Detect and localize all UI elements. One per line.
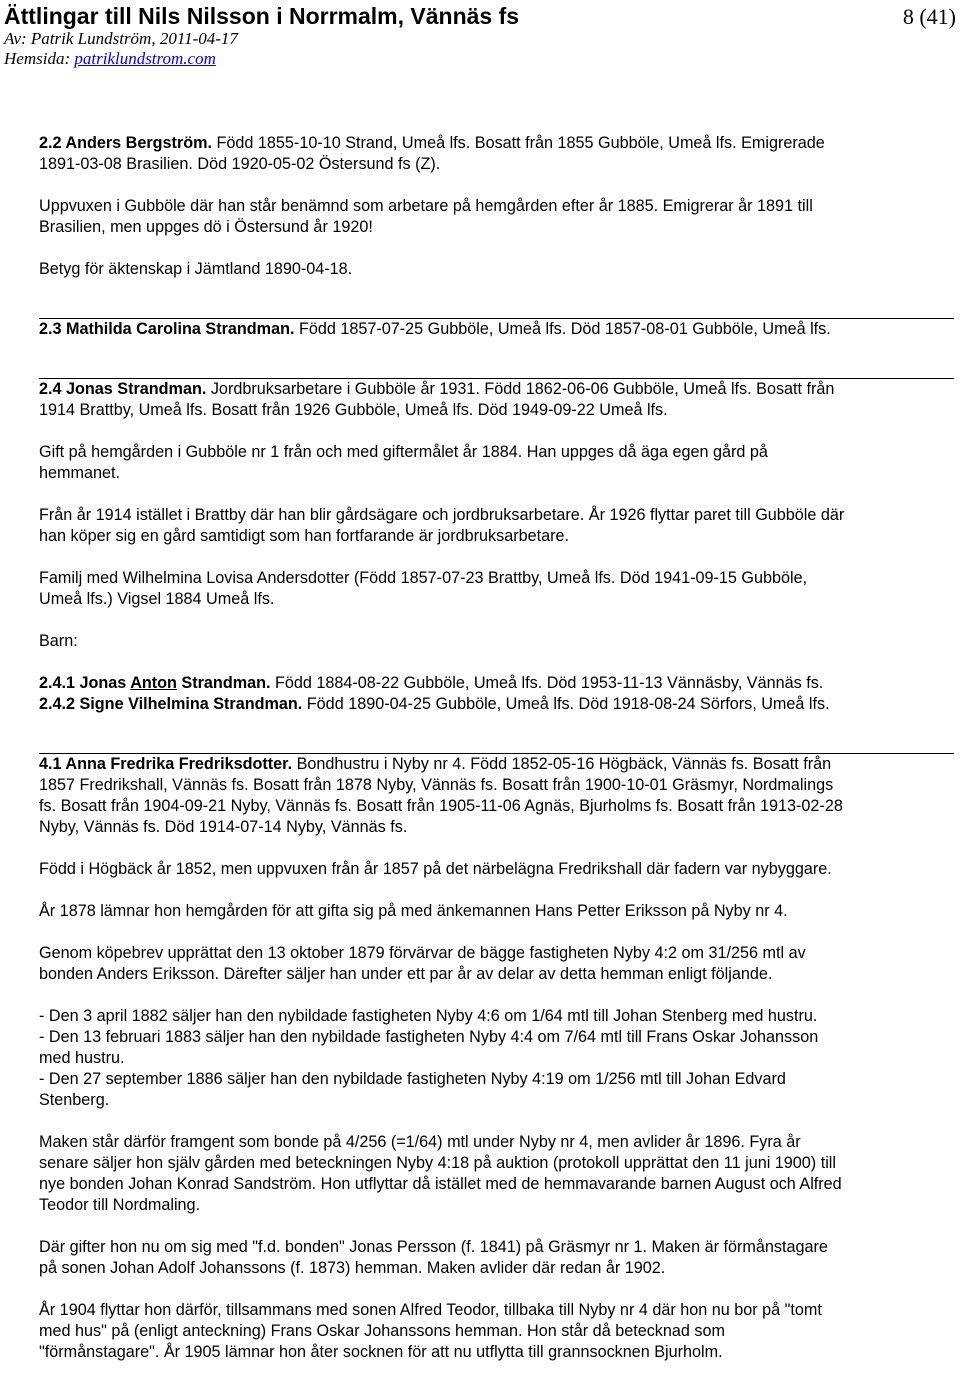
list-item: - Den 27 september 1886 säljer han den nybildade fastigheten Nyby 4:19 om 1/256 mtl till Johan Edvard xyxy=(39,1070,786,1088)
paragraph: Umeå lfs.) Vigsel 1884 Umeå lfs. xyxy=(39,590,275,608)
paragraph: Teodor till Nordmaling. xyxy=(39,1196,201,1214)
entry-heading: 4.1 Anna Fredrika Fredriksdotter. Bondhustru i Nyby nr 4. Född 1852-05-16 Högbäck, Vännäs fs. Bosatt från xyxy=(39,755,832,773)
paragraph: Gift på hemgården i Gubböle nr 1 från och med giftermålet år 1884. Han uppges då äga egen gård på xyxy=(39,443,768,461)
paragraph: Maken står därför framgent som bonde på 4/256 (=1/64) mtl under Nyby nr 4, men avlider år 1896. Fyra år xyxy=(39,1133,801,1151)
person-name: 2.4.2 Signe Vilhelmina Strandman. xyxy=(39,695,303,713)
paragraph: Född i Högbäck år 1852, men uppvuxen från år 1857 på det närbelägna Fredrikshall där fadern var nybyggare. xyxy=(39,860,832,878)
paragraph: Uppvuxen i Gubböle där han står benämnd som arbetare på hemgården efter år 1885. Emigrerar år 1891 till xyxy=(39,197,813,215)
paragraph: bonden Anders Eriksson. Därefter säljer han under ett par år av delar av detta hemman enligt följande. xyxy=(39,965,773,983)
paragraph: hemmanet. xyxy=(39,464,120,482)
list-item-cont: Stenberg. xyxy=(39,1091,110,1109)
paragraph: Betyg för äktenskap i Jämtland 1890-04-18. xyxy=(39,260,353,278)
paragraph: År 1904 flyttar hon därför, tillsammans med sonen Alfred Teodor, tillbaka till Nyby nr 4 där hon nu bor på "tomt xyxy=(39,1301,822,1319)
paragraph: Från år 1914 istället i Brattby där han blir gårdsägare och jordbruksarbetare. År 1926 flyttar paret till Gubböle där xyxy=(39,506,845,524)
entry-heading: 2.2 Anders Bergström. Född 1855-10-10 Strand, Umeå lfs. Bosatt från 1855 Gubböle, Umeå lfs. Emigrerade xyxy=(39,134,825,152)
author-line: Av: Patrik Lundström, 2011-04-17 xyxy=(4,29,238,48)
entry-line: Nyby, Vännäs fs. Död 1914-07-14 Nyby, Vännäs fs. xyxy=(39,818,408,836)
paragraph: senare säljer hon själv gården med beteckningen Nyby 4:18 på auktion (protokoll upprättat den 11 juni 1900) till xyxy=(39,1154,836,1172)
entry-heading: 2.3 Mathilda Carolina Strandman. Född 1857-07-25 Gubböle, Umeå lfs. Död 1857-08-01 Gubböle, Umeå lfs. xyxy=(39,320,831,338)
entry-line: 1891-03-08 Brasilien. Död 1920-05-02 Östersund fs (Z). xyxy=(39,155,441,173)
homepage-link[interactable]: patriklundstrom.com xyxy=(74,49,216,68)
section-2-3 xyxy=(39,318,954,340)
homepage-label: Hemsida: xyxy=(4,49,71,68)
paragraph: Brasilien, men uppges dö i Östersund år 1920! xyxy=(39,218,373,236)
document-title: Ättlingar till Nils Nilsson i Norrmalm, Vännäs fs xyxy=(4,3,520,29)
person-name: 2.3 Mathilda Carolina Strandman. xyxy=(39,320,295,338)
paragraph: Där gifter hon nu om sig med "f.d. bonden" Jonas Persson (f. 1841) på Gräsmyr nr 1. Maken är förmånstagare xyxy=(39,1238,828,1256)
list-item: - Den 3 april 1882 säljer han den nybildade fastigheten Nyby 4:6 om 1/64 mtl till Johan Stenberg med hustru. xyxy=(39,1007,818,1025)
entry-heading: 2.4 Jonas Strandman. Jordbruksarbetare i Gubböle år 1931. Född 1862-06-06 Gubböle, Umeå lfs. Bosatt från xyxy=(39,380,835,398)
child-entry: 2.4.1 Jonas Anton Strandman. Född 1884-08-22 Gubböle, Umeå lfs. Död 1953-11-13 Vännäsby, Vännäs fs. xyxy=(39,674,824,692)
homepage-line xyxy=(4,49,216,69)
paragraph: "förmånstagare". År 1905 lämnar hon åter socknen för att nu utflytta till grannsocknen Bjurholm. xyxy=(39,1343,723,1361)
document-body xyxy=(39,133,944,1363)
person-name: 2.4.1 Jonas Anton Strandman. xyxy=(39,674,271,692)
paragraph: nye bonden Johan Konrad Sandström. Hon utflyttar då istället med de hemmavarande barnen August och Alfred xyxy=(39,1175,842,1193)
person-name: 2.2 Anders Bergström. xyxy=(39,134,213,152)
section-2-4 xyxy=(39,378,954,715)
paragraph: med hus" på (enligt anteckning) Frans Oskar Johanssons hemman. Hon står då betecknad som xyxy=(39,1322,725,1340)
paragraph: Genom köpebrev upprättat den 13 oktober 1879 förvärvar de bägge fastigheten Nyby 4:2 om 31/256 mtl av xyxy=(39,944,806,962)
section-4-1 xyxy=(39,753,954,1363)
section-2-2 xyxy=(39,133,944,280)
paragraph: han köper sig en gård samtidigt som han fortfarande är jordbruksarbetare. xyxy=(39,527,569,545)
entry-line: fs. Bosatt från 1904-09-21 Nyby, Vännäs fs. Bosatt från 1905-11-06 Agnäs, Bjurholms fs. Bosatt från 1913-02-28 xyxy=(39,797,843,815)
child-entry: 2.4.2 Signe Vilhelmina Strandman. Född 1890-04-25 Gubböle, Umeå lfs. Död 1918-08-24 Sörfors, Umeå lfs. xyxy=(39,695,830,713)
list-item: - Den 13 februari 1883 säljer han den nybildade fastigheten Nyby 4:4 om 7/64 mtl till Frans Oskar Johansson xyxy=(39,1028,819,1046)
page-number: 8 (41) xyxy=(902,4,956,29)
person-name: 4.1 Anna Fredrika Fredriksdotter. xyxy=(39,755,293,773)
person-name: 2.4 Jonas Strandman. xyxy=(39,380,207,398)
paragraph: på sonen Johan Adolf Johanssons (f. 1873) hemman. Maken avlider där redan år 1902. xyxy=(39,1259,666,1277)
entry-line: 1857 Fredrikshall, Vännäs fs. Bosatt från 1878 Nyby, Vännäs fs. Bosatt från 1900-10-01 Gräsmyr, Nordmalings xyxy=(39,776,834,794)
children-label: Barn: xyxy=(39,632,78,650)
paragraph: År 1878 lämnar hon hemgården för att gifta sig på med änkemannen Hans Petter Eriksson på Nyby nr 4. xyxy=(39,902,788,920)
paragraph: Familj med Wilhelmina Lovisa Andersdotter (Född 1857-07-23 Brattby, Umeå lfs. Död 1941-09-15 Gubböle, xyxy=(39,569,808,587)
list-item-cont: med hustru. xyxy=(39,1049,125,1067)
entry-line: 1914 Brattby, Umeå lfs. Bosatt från 1926 Gubböle, Umeå lfs. Död 1949-09-22 Umeå lfs. xyxy=(39,401,668,419)
